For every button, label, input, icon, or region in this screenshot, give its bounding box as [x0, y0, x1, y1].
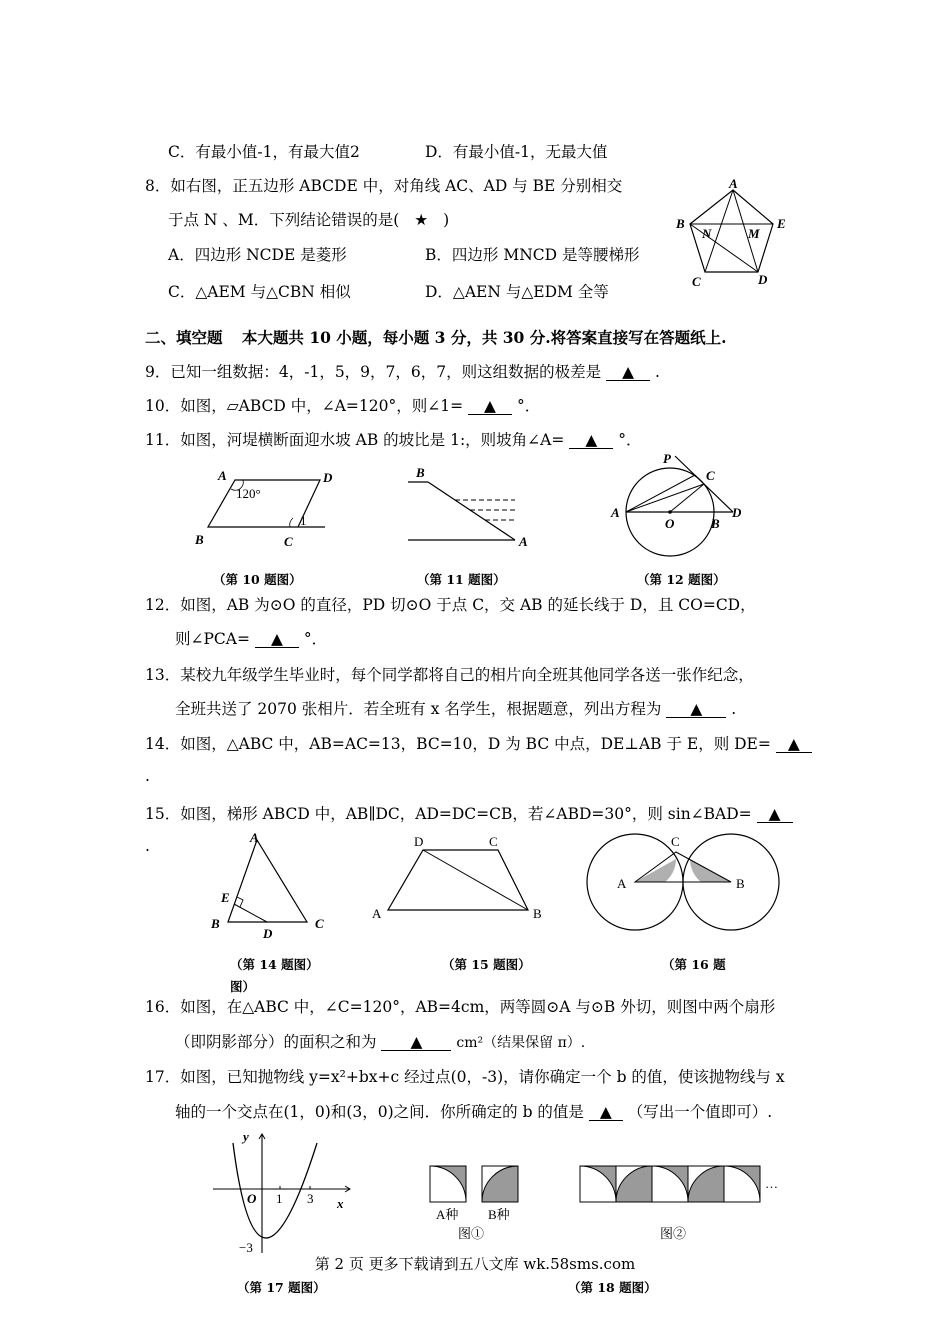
pentagon-label-b: B	[676, 216, 685, 231]
fig14-caption: （第 14 题图）	[230, 957, 319, 972]
q13-answer-blank: ▲	[666, 701, 726, 718]
page-footer: 第 2 页 更多下载请到五八文库 wk.58sms.com	[314, 1255, 636, 1273]
section2-header	[145, 328, 727, 348]
fig12-label-p: P	[663, 451, 671, 466]
q16-unit: cm²（结果保留 π）.	[456, 1035, 586, 1051]
q12-end: °．	[303, 630, 328, 648]
q14-line1	[145, 734, 812, 754]
q8-line1: 8．如右图，正五边形 ABCDE 中，对角线 AC、AD 与 BE 分别相交	[145, 177, 623, 195]
star-icon: ★	[414, 211, 429, 229]
q10-answer-blank: ▲	[468, 398, 512, 415]
pentagon-label-d: D	[758, 272, 768, 287]
q13-line2	[175, 699, 736, 719]
q10	[145, 396, 540, 416]
parabola-figure	[205, 1128, 365, 1258]
fig10-label-a: A	[218, 468, 227, 483]
fig10-caption: （第 10 题图）	[213, 572, 302, 587]
q8-option-a: A．四边形 NCDE 是菱形	[168, 246, 347, 264]
fig14-label-c: C	[315, 916, 324, 931]
fig15-label-c: C	[489, 834, 498, 849]
pentagon-label-m: M	[748, 226, 760, 241]
fig17-tick-1: 1	[276, 1191, 283, 1206]
fig18-b-kind-label: B种	[488, 1207, 510, 1222]
fig14-label-b: B	[211, 916, 220, 931]
pentagon-label-e: E	[777, 216, 786, 231]
fig12-label-o: O	[665, 516, 675, 531]
trapezoid-figure	[368, 832, 548, 927]
q9	[145, 362, 660, 382]
two-circles-figure	[583, 832, 783, 942]
embankment-figure	[400, 462, 540, 552]
fig17-caption: （第 17 题图）	[237, 1280, 326, 1295]
q11-answer-blank: ▲	[569, 432, 613, 449]
q17-text: 轴的一个交点在(1，0)和(3，0)之间．你所确定的 b 的值是	[175, 1103, 584, 1121]
q8-line2	[168, 210, 449, 230]
fig10-angle-label: 120°	[236, 486, 261, 501]
fig10-label-d: D	[323, 470, 333, 485]
fig15-label-d: D	[414, 834, 424, 849]
q17-line1: 17．如图，已知抛物线 y=x²+bx+c 经过点(0，-3)，请你确定一个 b 的值，使该抛物线与 x	[145, 1068, 785, 1086]
q9-end: .	[655, 363, 660, 381]
fig10-label-b: B	[195, 532, 204, 547]
q13-text: 全班共送了 2070 张相片．若全班有 x 名学生，根据题意，列出方程为	[175, 700, 662, 718]
fig14-caption-tail: 图）	[230, 979, 256, 994]
isosceles-triangle-figure	[205, 830, 335, 945]
q15-end: .	[145, 837, 150, 855]
fig17-tick-neg3: −3	[239, 1240, 253, 1255]
fig16-label-a: A	[617, 876, 627, 891]
fig15-label-a: A	[372, 906, 382, 921]
q12-line2	[175, 629, 327, 649]
fig14-label-a: A	[250, 830, 259, 845]
fig16-caption: （第 16 题	[662, 957, 726, 972]
q14-text: 14．如图，△ABC 中，AB=AC=13，BC=10，D 为 BC 中点，DE⊥AB 于 E，则 DE=	[145, 735, 771, 753]
fig18-fig1-label: 图①	[458, 1226, 485, 1241]
pentagon-label-c: C	[692, 274, 701, 289]
q16-line1: 16．如图，在△ABC 中，∠C=120°，AB=4cm，两等圆⊙A 与⊙B 外切，则图中两个扇形	[145, 998, 776, 1016]
q11-text: 11．如图，河堤横断面迎水坡 AB 的坡比是 1:，则坡角∠A=	[145, 431, 565, 449]
fig15-label-b: B	[533, 906, 542, 921]
fig18-fig2-label: 图②	[660, 1226, 687, 1241]
fig18-a-kind-label: A种	[436, 1207, 459, 1222]
q16-answer-blank: ▲	[381, 1034, 451, 1051]
fig15-caption: （第 15 题图）	[442, 957, 531, 972]
q11	[145, 430, 641, 450]
tile-pattern-figure	[420, 1158, 800, 1243]
parallelogram-figure	[190, 462, 340, 552]
fig12-label-d: D	[732, 505, 742, 520]
q12-text: 则∠PCA=	[175, 630, 250, 648]
fig14-label-e: E	[221, 890, 230, 905]
fig16-label-b: B	[736, 876, 745, 891]
fig10-label-c: C	[284, 534, 293, 549]
circle-tangent-figure	[605, 448, 755, 563]
q9-text: 9．已知一组数据：4，-1，5，9，7，6，7，则这组数据的极差是	[145, 363, 602, 381]
fig12-caption: （第 12 题图）	[637, 572, 726, 587]
section2-title: 二、填空题	[145, 328, 223, 347]
q7-option-d: D．有最小值-1，无最大值	[425, 143, 608, 161]
q11-end: °．	[618, 431, 642, 449]
q17-line2	[175, 1102, 772, 1122]
q12-answer-blank: ▲	[255, 631, 299, 648]
pentagon-figure	[660, 172, 800, 297]
fig12-label-b: B	[711, 516, 720, 531]
q8-close-paren: )	[443, 211, 450, 229]
q15-text: 15．如图，梯形 ABCD 中，AB∥DC，AD=DC=CB，若∠ABD=30°，则 sin∠BAD=	[145, 805, 752, 823]
fig11-caption: （第 11 题图）	[417, 572, 506, 587]
fig17-label-y: y	[243, 1129, 249, 1144]
q12-line1: 12．如图，AB 为⊙O 的直径，PD 切⊙O 于点 C，交 AB 的延长线于 D，且 CO=CD，	[145, 596, 756, 614]
q16-text: （即阴影部分）的面积之和为	[175, 1033, 377, 1051]
q8-line2-text: 于点 N 、M．下列结论错误的是(	[168, 211, 400, 229]
q9-answer-blank: ▲	[606, 364, 650, 381]
q10-end: °．	[516, 397, 541, 415]
fig16-label-c: C	[671, 834, 680, 849]
q8-option-b: B．四边形 MNCD 是等腰梯形	[425, 246, 640, 264]
q17-end: （写出一个值即可）.	[627, 1103, 773, 1121]
q10-text: 10．如图，▱ABCD 中，∠A=120°，则∠1=	[145, 397, 464, 415]
fig12-label-c: C	[706, 468, 715, 483]
fig12-label-a: A	[611, 505, 620, 520]
fig18-ellipsis: …	[765, 1176, 778, 1191]
q16-line2	[175, 1032, 585, 1053]
fig14-label-d: D	[263, 926, 273, 941]
pentagon-label-n: N	[702, 226, 712, 241]
fig18-caption: （第 18 题图）	[568, 1280, 657, 1295]
q7-option-c: C．有最小值-1，有最大值2	[168, 143, 360, 161]
q15-line1	[145, 804, 793, 824]
fig17-label-o: O	[247, 1191, 257, 1206]
fig17-tick-3: 3	[307, 1191, 314, 1206]
pentagon-label-a: A	[729, 176, 738, 191]
q15-answer-blank: ▲	[757, 806, 793, 823]
q14-end: .	[145, 767, 150, 785]
q17-answer-blank: ▲	[589, 1104, 623, 1121]
fig11-label-b: B	[416, 465, 425, 480]
q8-option-d: D．△AEN 与△EDM 全等	[425, 283, 609, 301]
section2-desc: 本大题共 10 小题，每小题 3 分，共 30 分.将答案直接写在答题纸上.	[241, 328, 727, 347]
fig10-angle1-label: 1	[300, 513, 307, 528]
q13-line1: 13．某校九年级学生毕业时，每个同学都将自己的相片向全班其他同学各送一张作纪念，	[145, 666, 754, 684]
q13-end: .	[731, 700, 737, 718]
q14-answer-blank: ▲	[776, 736, 812, 753]
q8-option-c: C．△AEM 与△CBN 相似	[168, 283, 351, 301]
fig11-label-a: A	[519, 534, 528, 549]
fig17-label-x: x	[337, 1196, 344, 1211]
